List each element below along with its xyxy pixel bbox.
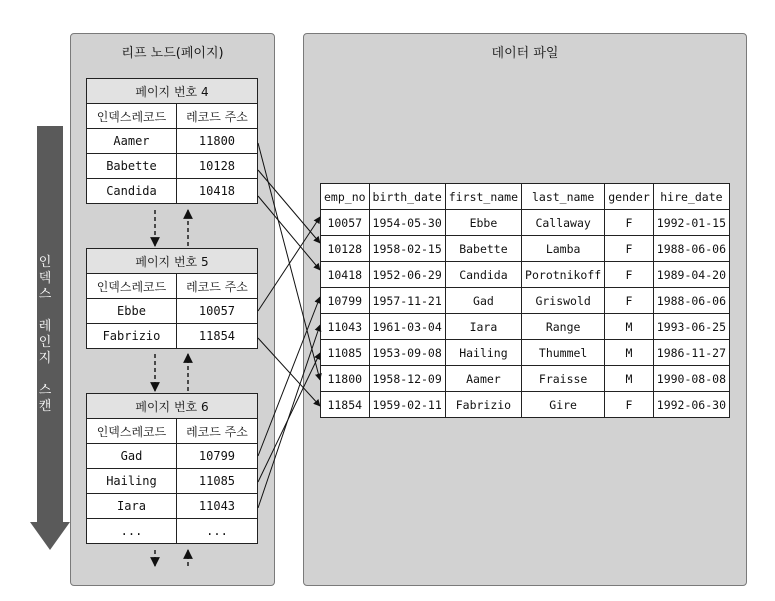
record-address: 10128 [176, 154, 257, 179]
emp-no-cell: 10799 [321, 288, 370, 314]
column-header: gender [605, 184, 654, 210]
index-key: Babette [87, 154, 177, 179]
gender-cell: F [605, 392, 654, 418]
hire-date-cell: 1988-06-06 [653, 288, 729, 314]
column-header-record-address: 레코드 주소 [176, 419, 257, 444]
table-row [87, 469, 258, 494]
index-range-scan-label: 인 덱 스 레 인 지 스 캔 [38, 255, 52, 414]
hire-date-cell: 1992-06-30 [653, 392, 729, 418]
first-name-cell: Babette [445, 236, 521, 262]
hire-date-cell: 1992-01-15 [653, 210, 729, 236]
leaf-page-6 [86, 393, 258, 544]
leaf-node-panel-title: 리프 노드(페이지) [121, 46, 224, 61]
first-name-cell: Aamer [445, 366, 521, 392]
table-row [87, 519, 258, 544]
first-name-cell: Candida [445, 262, 521, 288]
last-name-cell: Thummel [522, 340, 605, 366]
birth-date-cell: 1959-02-11 [369, 392, 445, 418]
gender-cell: M [605, 366, 654, 392]
data-file-table [320, 183, 730, 418]
last-name-cell: Porotnikoff [522, 262, 605, 288]
hire-date-cell: 1993-06-25 [653, 314, 729, 340]
emp-no-cell: 10418 [321, 262, 370, 288]
birth-date-cell: 1961-03-04 [369, 314, 445, 340]
table-row [87, 494, 258, 519]
index-key: Hailing [87, 469, 177, 494]
column-header: last_name [522, 184, 605, 210]
birth-date-cell: 1952-06-29 [369, 262, 445, 288]
record-address: ... [176, 519, 257, 544]
table-row [321, 314, 730, 340]
record-address: 11854 [176, 324, 257, 349]
table-row [87, 154, 258, 179]
gender-cell: F [605, 210, 654, 236]
last-name-cell: Fraisse [522, 366, 605, 392]
page-title: 페이지 번호 5 [87, 249, 258, 274]
index-key: Ebbe [87, 299, 177, 324]
first-name-cell: Iara [445, 314, 521, 340]
emp-no-cell: 11854 [321, 392, 370, 418]
page-title: 페이지 번호 4 [87, 79, 258, 104]
table-row [87, 299, 258, 324]
table-row [321, 340, 730, 366]
birth-date-cell: 1958-12-09 [369, 366, 445, 392]
birth-date-cell: 1957-11-21 [369, 288, 445, 314]
hire-date-cell: 1988-06-06 [653, 236, 729, 262]
leaf-page-5 [86, 248, 258, 349]
table-row [87, 324, 258, 349]
last-name-cell: Callaway [522, 210, 605, 236]
index-key: Iara [87, 494, 177, 519]
index-key: Candida [87, 179, 177, 204]
emp-no-cell: 10128 [321, 236, 370, 262]
table-row [87, 444, 258, 469]
emp-no-cell: 11043 [321, 314, 370, 340]
hire-date-cell: 1990-08-08 [653, 366, 729, 392]
table-row [321, 392, 730, 418]
table-row [321, 366, 730, 392]
gender-cell: F [605, 288, 654, 314]
record-address: 10799 [176, 444, 257, 469]
emp-no-cell: 10057 [321, 210, 370, 236]
record-address: 10418 [176, 179, 257, 204]
table-row [321, 236, 730, 262]
table-row [321, 288, 730, 314]
first-name-cell: Ebbe [445, 210, 521, 236]
first-name-cell: Fabrizio [445, 392, 521, 418]
column-header: birth_date [369, 184, 445, 210]
emp-no-cell: 11800 [321, 366, 370, 392]
record-address: 11085 [176, 469, 257, 494]
gender-cell: M [605, 314, 654, 340]
first-name-cell: Hailing [445, 340, 521, 366]
record-address: 10057 [176, 299, 257, 324]
column-header: first_name [445, 184, 521, 210]
table-row [87, 129, 258, 154]
hire-date-cell: 1989-04-20 [653, 262, 729, 288]
column-header-index-record: 인덱스레코드 [87, 104, 177, 129]
column-header-record-address: 레코드 주소 [176, 104, 257, 129]
data-file-panel-title: 데이터 파일 [491, 46, 559, 61]
column-header-record-address: 레코드 주소 [176, 274, 257, 299]
index-key: Aamer [87, 129, 177, 154]
leaf-page-4 [86, 78, 258, 204]
table-row [321, 210, 730, 236]
gender-cell: F [605, 262, 654, 288]
column-header: emp_no [321, 184, 370, 210]
table-row [87, 179, 258, 204]
birth-date-cell: 1958-02-15 [369, 236, 445, 262]
table-header-row [321, 184, 730, 210]
record-address: 11043 [176, 494, 257, 519]
index-key: Fabrizio [87, 324, 177, 349]
birth-date-cell: 1954-05-30 [369, 210, 445, 236]
last-name-cell: Lamba [522, 236, 605, 262]
index-key: Gad [87, 444, 177, 469]
emp-no-cell: 11085 [321, 340, 370, 366]
last-name-cell: Gire [522, 392, 605, 418]
hire-date-cell: 1986-11-27 [653, 340, 729, 366]
table-row [321, 262, 730, 288]
column-header-index-record: 인덱스레코드 [87, 274, 177, 299]
last-name-cell: Griswold [522, 288, 605, 314]
gender-cell: F [605, 236, 654, 262]
gender-cell: M [605, 340, 654, 366]
column-header-index-record: 인덱스레코드 [87, 419, 177, 444]
page-title: 페이지 번호 6 [87, 394, 258, 419]
first-name-cell: Gad [445, 288, 521, 314]
birth-date-cell: 1953-09-08 [369, 340, 445, 366]
record-address: 11800 [176, 129, 257, 154]
last-name-cell: Range [522, 314, 605, 340]
index-key: ... [87, 519, 177, 544]
column-header: hire_date [653, 184, 729, 210]
